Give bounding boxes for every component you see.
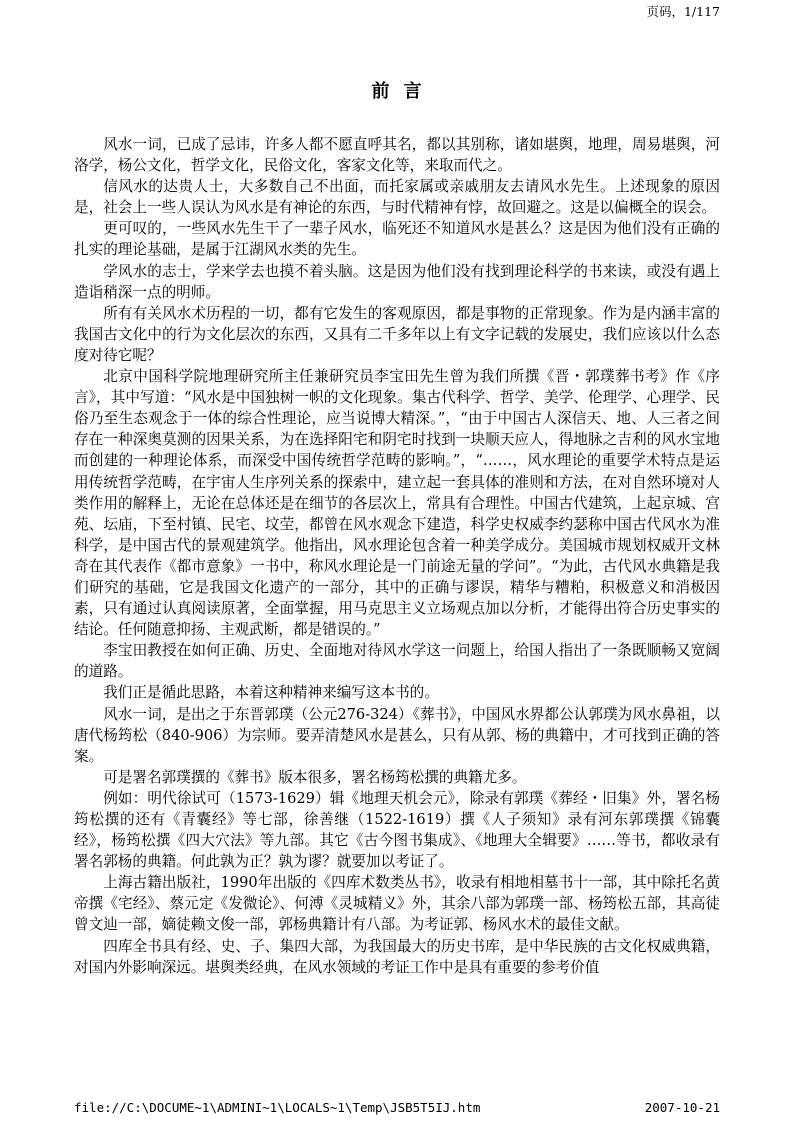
paragraph: 风水一词，已成了忌讳，许多人都不愿直呼其名，都以其别称，诸如堪舆，地理，周易堪舆，河洛学，杨公文化，哲学文化，民俗文化，客家文化等，来取而代之。 (74, 136, 720, 175)
page-title-char-1: 前 (371, 81, 390, 102)
paragraph: 学风水的志士，学来学去也摸不着头脑。这是因为他们没有找到理论科学的书来读，或没有遇上造诣稍深一点的明师。 (74, 262, 720, 301)
print-date: 2007-10-21 (644, 1100, 720, 1115)
paragraph: 所有有关风水术历程的一切，都有它发生的客观原因，都是事物的正常现象。作为是内涵丰富的我国古文化中的行为文化层次的东西，又具有二千多年以上有文字记载的发展史，我们应该以什么态度对待它呢？ (74, 304, 720, 364)
paragraph: 可是署名郭璞撰的《葬书》版本很多，署名杨筠松撰的典籍尤多。 (103, 768, 527, 786)
paragraph: 更可叹的，一些风水先生干了一辈子风水，临死还不知道风水是甚么？这是因为他们没有正确的扎实的理论基础，是属于江湖风水类的先生。 (74, 220, 720, 259)
paragraph: 北京中国科学院地理研究所主任兼研究员李宝田先生曾为我们所撰《晋・郭璞葬书考》作《序言》，其中写道：“风水是中国独树一帜的文化现象。集古代科学、哲学、美学、伦理学、心理学、民俗乃至生态观念于一体的综合性理论，应当说博大精深。”，“由于中国古人深信天、地、人三者之间存在一种深奥莫测的因果关系，为在选择阳宅和阴宅时找到一块顺天应人，得地脉之吉利的风水宝地而创建的一种理论体系，而深受中国传统哲学范畴的影响。”，“……，风水理论的重要学术特点是运用传统哲学范畴，在宇宙人生序列关系的探索中，建立起一套具体的准则和方法，在对自然环境对人类作用的解释上，无论在总体还是在细节的各层次上，常具有合理性。中国古代建筑，上起京城、宫苑、坛庙，下至村镇、民宅、坟茔，都曾在风水观念下建造，科学史权威李约瑟称中国古代风水为准科学，是中国古代的景观建筑学。他指出，风水理论包含着一种美学成分。美国城市规划权威开文林奇在其代表作《都市意象》一书中，称风水理论是一门前途无量的学问”。“为此，古代风水典籍是我们研究的基础，它是我国文化遗产的一部分，其中的正确与谬误，精华与糟粕，积极意义和消极因素，只有通过认真阅读原著，全面掌握，用马克思主义立场观点加以分析，才能得出符合历史事实的结论。任何随意抑扬、主观武断，都是错误的。” (74, 368, 720, 639)
paragraph: 上海古籍出版社，1990年出版的《四库术数类丛书》，收录有相地相墓书十一部，其中除托名黄帝撰《宅经》、蔡元定《发微论》、何溥《灵城精义》外，其余八部为郭璞一部、杨筠松五部，其高徒曾文辿一部，嫡徒赖文俊一部，郭杨典籍计有八部。为考证郭、杨风水术的最佳文献。 (74, 874, 720, 934)
paragraph: 我们正是循此思路，本着这种精神来编写这本书的。 (103, 684, 439, 702)
file-path: file://C:\DOCUME~1\ADMINI~1\LOCALS~1\Temp\JSB5T5IJ.htm (74, 1100, 481, 1115)
page-title-char-2: 言 (403, 81, 422, 102)
paragraph: 例如：明代徐试可（1573-1629）辑《地理天机会元》，除录有郭璞《葬经・旧集》外，署名杨筠松撰的还有《青囊经》等七部，徐善继（1522-1619）撰《人子须知》录有河东郭璞撰《锦囊经》，杨筠松撰《四大穴法》等九部。其它《古今图书集成》、《地理大全辑要》……等书，都收录有署名郭杨的典籍。何此孰为正？孰为谬？就要加以考证了。 (74, 789, 720, 871)
document-body (74, 134, 720, 978)
page-title (0, 80, 793, 104)
paragraph: 风水一词，是出之于东晋郭璞（公元276-324）《葬书》，中国风水界都公认郭璞为风水鼻祖，以唐代杨筠松（840-906）为宗师。要弄清楚风水是甚么，只有从郭、杨的典籍中，才可找到正确的答案。 (74, 705, 720, 765)
paragraph: 李宝田教授在如何正确、历史、全面地对待风水学这一问题上，给国人指出了一条既顺畅又宽阔的道路。 (74, 642, 720, 681)
paragraph: 四库全书具有经、史、子、集四大部，为我国最大的历史书库，是中华民族的古文化权威典籍，对国内外影响深远。堪舆类经典，在风水领域的考证工作中是具有重要的参考价值 (74, 937, 720, 976)
page-indicator: 页码，1/117 (646, 4, 720, 19)
paragraph: 信风水的达贵人士，大多数自己不出面，而托家属或亲戚朋友去请风水先生。上述现象的原因是，社会上一些人误认为风水是有神论的东西，与时代精神有悖，故回避之。这是以偏概全的误会。 (74, 178, 720, 217)
